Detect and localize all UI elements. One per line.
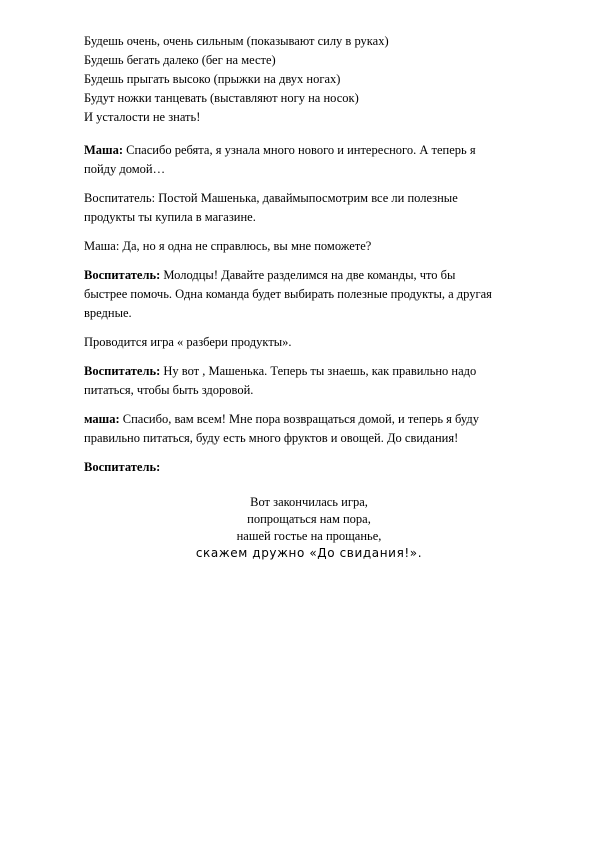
speaker-name: Воспитатель: (84, 364, 161, 378)
dialogue-line: быстрее помочь. Одна команда будет выбирать полезные продукты, а другая (84, 287, 492, 301)
intro-line: И усталости не знать! (84, 110, 201, 124)
dialogue-line: вредные. (84, 306, 132, 320)
dialogue-paragraph (84, 333, 534, 352)
dialogue-line: питаться, чтобы быть здоровой. (84, 383, 254, 397)
dialogue-text: Молодцы! Давайте разделимся на две команды, что бы (160, 268, 456, 282)
poem-line: Вот закончилась игра, (250, 495, 368, 509)
intro-line: Будешь бегать далеко (бег на месте) (84, 53, 276, 67)
speaker-name: Воспитатель: (84, 268, 161, 282)
dialogue-paragraph (84, 362, 534, 400)
dialogue-text: Спасибо ребята, я узнала много нового и интересного. А теперь я (123, 143, 476, 157)
poem-line: попрощаться нам пора, (247, 512, 371, 526)
intro-verse (84, 32, 534, 127)
dialogue-paragraph (84, 266, 534, 323)
dialogue-line: Воспитатель: Постой Машенька, даваймыпосмотрим все ли полезные (84, 191, 458, 205)
intro-line: Будешь очень, очень сильным (показывают силу в руках) (84, 34, 389, 48)
poem-line-last: скажем дружно «До свидания!». (195, 546, 423, 560)
document-content (84, 32, 534, 562)
dialogue-text: Спасибо, вам всем! Мне пора возвращаться домой, и теперь я буду (119, 412, 479, 426)
closing-poem (84, 494, 534, 562)
dialogue-line: Проводится игра « разбери продукты». (84, 335, 292, 349)
intro-line: Будешь прыгать высоко (прыжки на двух ногах) (84, 72, 341, 86)
intro-line: Будут ножки танцевать (выставляют ногу на носок) (84, 91, 359, 105)
dialogue-line (84, 362, 534, 381)
dialogue-line (84, 141, 534, 160)
dialogue-paragraph (84, 237, 534, 256)
dialogue-paragraph (84, 189, 534, 227)
speaker-name: Маша: (84, 143, 124, 157)
dialogue-line: продукты ты купила в магазине. (84, 210, 256, 224)
dialogue-line: пойду домой… (84, 162, 166, 176)
dialogue-line: правильно питаться, буду есть много фруктов и овощей. До свидания! (84, 431, 459, 445)
dialogue-text: Ну вот , Машенька. Теперь ты знаешь, как правильно надо (160, 364, 477, 378)
dialogue-line: Маша: Да, но я одна не справлюсь, вы мне поможете? (84, 239, 372, 253)
poem-line: нашей гостье на прощанье, (236, 529, 382, 543)
speaker-name: маша: (84, 412, 120, 426)
dialogue-paragraph (84, 141, 534, 179)
dialogue-paragraph (84, 458, 534, 477)
speaker-name: Воспитатель: (84, 460, 161, 474)
dialogue-line (84, 266, 534, 285)
dialogue-line (84, 410, 534, 429)
dialogue-paragraph (84, 410, 534, 448)
